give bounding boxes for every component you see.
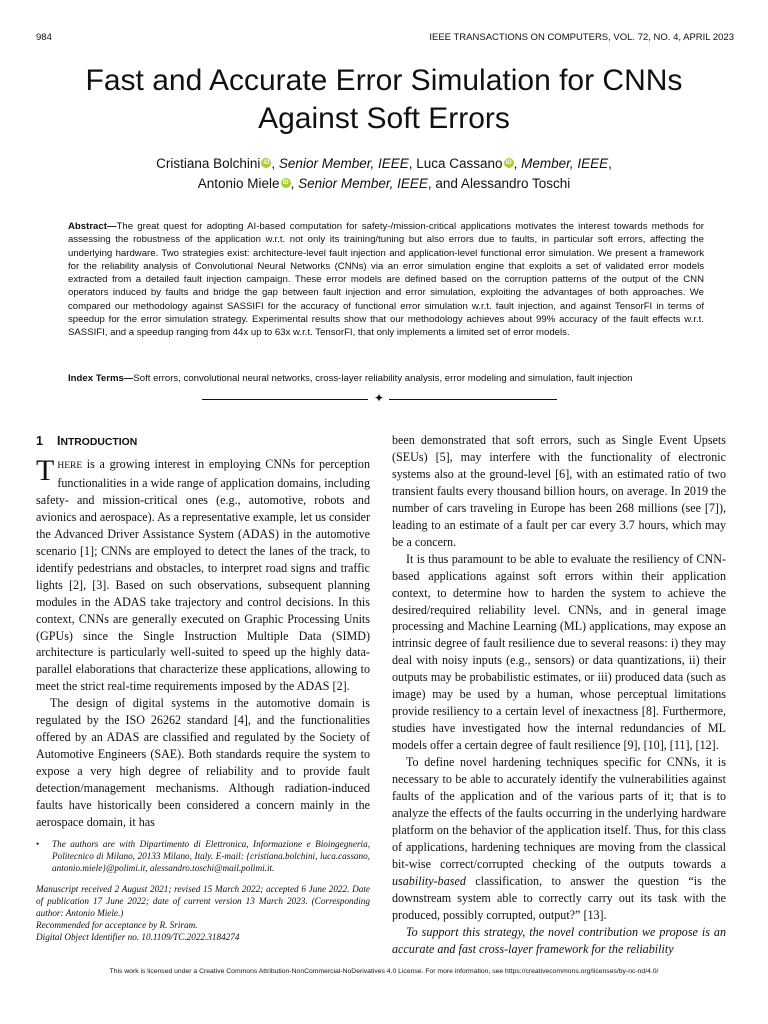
doi[interactable]: Digital Object Identifier no. 10.1109/TC.2022.3184274 — [36, 932, 240, 943]
paper-title: Fast and Accurate Error Simulation for CNNs Against Soft Errors — [85, 64, 683, 135]
index-terms — [68, 372, 704, 385]
manuscript-dates: Manuscript received 2 August 2021; revised 15 March 2022; accepted 6 June 2022. Date of publication 17 June 2022; date of current version 13 March 2023. (Corresponding author: Antonio Miele.) — [36, 883, 370, 919]
drop-cap: T — [36, 454, 55, 487]
affiliation-footnote — [36, 838, 370, 875]
paragraph: been demonstrated that soft errors, such as Single Event Upsets (SEUs) [5], may interfere with the functionality of electronic systems also at the ground-level [6], with an estimated ratio of two transient faults every thousand billion hours, on average. In 2019 the number of cars traveling in Europe has been 268 millions (see [7]), leading to an estimate of a fault per car every 3.7 hours, which may be a concern. — [392, 433, 726, 549]
author-name: Antonio Miele — [197, 176, 280, 191]
paragraph-text: To define novel hardening techniques specific for CNNs, it is necessary to be able to accurately identify the vulnerabilities against faults of the application and of the various parts of it; that is to analyze the effects of the faults occurring in the underlying hardware platform on the behavior of the application itself. Thus, for this class of applications, hardening techniques are moving from the classical bit-wise correct/corrupted checking of the outputs towards a — [392, 755, 726, 871]
recommended-by: Recommended for acceptance by R. Sriram. — [36, 920, 198, 931]
paragraph — [36, 456, 370, 695]
paragraph-text: classification, to answer the question “is the downstream system able to correctly carry out its task with the produced, possibly corrupted, output?” [13]. — [392, 873, 726, 922]
author-role: Member, IEEE — [521, 156, 609, 171]
section-number: 1 — [36, 434, 43, 448]
abstract-label: Abstract— — [68, 221, 117, 232]
author-role: Senior Member, IEEE — [298, 176, 428, 191]
left-column — [36, 428, 370, 831]
divider-left — [202, 399, 368, 400]
abstract — [68, 220, 704, 340]
license-notice: This work is licensed under a Creative Commons Attribution-NonCommercial-NoDerivatives 4.0 License. For more information, see https://creativecommons.org/licenses/by-nc-nd/4.0/ — [109, 968, 659, 975]
footnotes — [36, 838, 370, 944]
paragraph: It is thus paramount to be able to evaluate the resiliency of CNN-based applications against soft errors within their application context, to determine how to harden the system to achieve the desired/required reliability level. CNNs, and in general image processing and Machine Learning (ML) applications, may expose an intrinsic degree of fault resilience due to several reasons: i) they may deal with noisy inputs (e.g., sensors) or data quantizations, ii) their outputs may be probabilistic estimates, or iii) produced data (such as image) may be used by a human, whose perceptual limitations provide resiliency to a certain level of inexactness [8]. Furthermore, studies have investigated how the internal redundancies of ML models offer a certain degree of fault resilience [9], [10], [11], [12]. — [392, 551, 726, 753]
divider-right — [389, 399, 557, 400]
section-title-rest: NTRODUCTION — [60, 437, 138, 448]
emphasis: usability-based — [392, 873, 466, 888]
author-name: Luca Cassano — [416, 156, 503, 171]
index-terms-label: Index Terms— — [68, 373, 134, 384]
footnote-text: The authors are with Dipartimento di Elettronica, Informazione e Bioingegneria, Politecnico di Milano, 20133 Milano, Italy. E-mail: {cristiana.bolchini, luca.cassano, antonio.miele}@polimi.it, alessandro.toschi@mail.polimi.it. — [52, 839, 370, 874]
paragraph: The design of digital systems in the automotive domain is regulated by the ISO 26262 standard [4], and the functionalities offered by an ADAS are classified and regulated by the Society of Automotive Engineers (SAE). Both standards require the system to expose a very high degree of reliability and to provide fault detection/management mechanisms. Although radiation-induced faults have historically been considered a concern mainly in the aerospace domain, it has — [36, 696, 370, 830]
small-caps-word: HERE — [57, 461, 83, 471]
author-list: Cristiana Bolchini iD , Senior Member, IEEE, Luca Cassano iD , Member, IEEE, Antonio Miele iD , Senior Member, IEEE, and Alessandro Toschi — [156, 156, 612, 191]
paragraph — [392, 754, 726, 924]
right-column — [392, 432, 726, 958]
bullet-icon: • — [36, 839, 40, 849]
paragraph-text: is a growing interest in employing CNNs for perception functionalities in a wide range of application domains, including safety- and mission-critical ones (e.g., automotive, robots and avionics and aerospace). As a representative example, let us consider the Advanced Driver Assistance System (ADAS) in the automotive scenario [1]; CNNs are employed to detect the lanes of the track, to identify pedestrians and obstacles, to interpret road signs and traffic lights [2], [3]. Based on such observations, subsequent planning modules in the ADAS take trajectory and control decisions. In this context, CNNs are generally executed on Graphic Processing Units (GPUs) since the Single Instruction Multiple Data (SIMD) architecture is particularly well-suited to speed up the highly data-parallel elaborations that characterize these applications, allowing to meet the strict real-time requirements imposed by the ADAS [2]. — [36, 457, 370, 694]
orcid-icon[interactable]: iD — [282, 180, 289, 186]
orcid-icon[interactable]: iD — [505, 160, 512, 166]
abstract-text: The great quest for adopting AI-based computation for safety-/mission-critical applications motivates the interest towards methods for assessing the robustness of the application w.r.t. not only its training/tuning but also errors due to faults, in particular soft errors, affecting the underlying hardware. Two strategies exist: architecture-level fault injection and application-level functional error simulation. We present a framework for the reliability analysis of Convolutional Neural Networks (CNNs) via an error simulation engine that exploits a set of validated error models extracted from a detailed fault injection campaign. These error models are defined based on the corruption patterns of the output of the CNN operators induced by faults and bridge the gap between fault injection and error simulation, exploiting the advantages of both approaches. We compared our methodology against SASSIFI for the accuracy of functional error simulation w.r.t. fault injection, and against TensorFI in terms of speedup for the error simulation strategy. Experimental results show that our methodology achieves about 99% accuracy of the fault effects w.r.t. SASSIFI, and a speedup ranging from 44x up to 63x w.r.t. TensorFI, that only implements a limited set of error models. — [68, 221, 704, 339]
author-name: and Alessandro Toschi — [435, 176, 571, 191]
page-number: 984 — [36, 32, 52, 43]
author-name: Cristiana Bolchini — [156, 156, 261, 171]
orcid-icon[interactable]: iD — [263, 160, 270, 166]
diamond-ornament-icon: ✦ — [374, 391, 385, 405]
author-role: Senior Member, IEEE — [278, 156, 409, 171]
index-terms-text: Soft errors, convolutional neural networks, cross-layer reliability analysis, error modeling and simulation, fault injection — [133, 373, 633, 384]
journal-header: IEEE TRANSACTIONS ON COMPUTERS, VOL. 72, NO. 4, APRIL 2023 — [429, 32, 734, 43]
section-heading — [36, 434, 370, 448]
paragraph: To support this strategy, the novel contribution we propose is an accurate and fast cross-layer framework for the reliability — [392, 924, 726, 956]
section-title-initial: I — [56, 434, 61, 448]
